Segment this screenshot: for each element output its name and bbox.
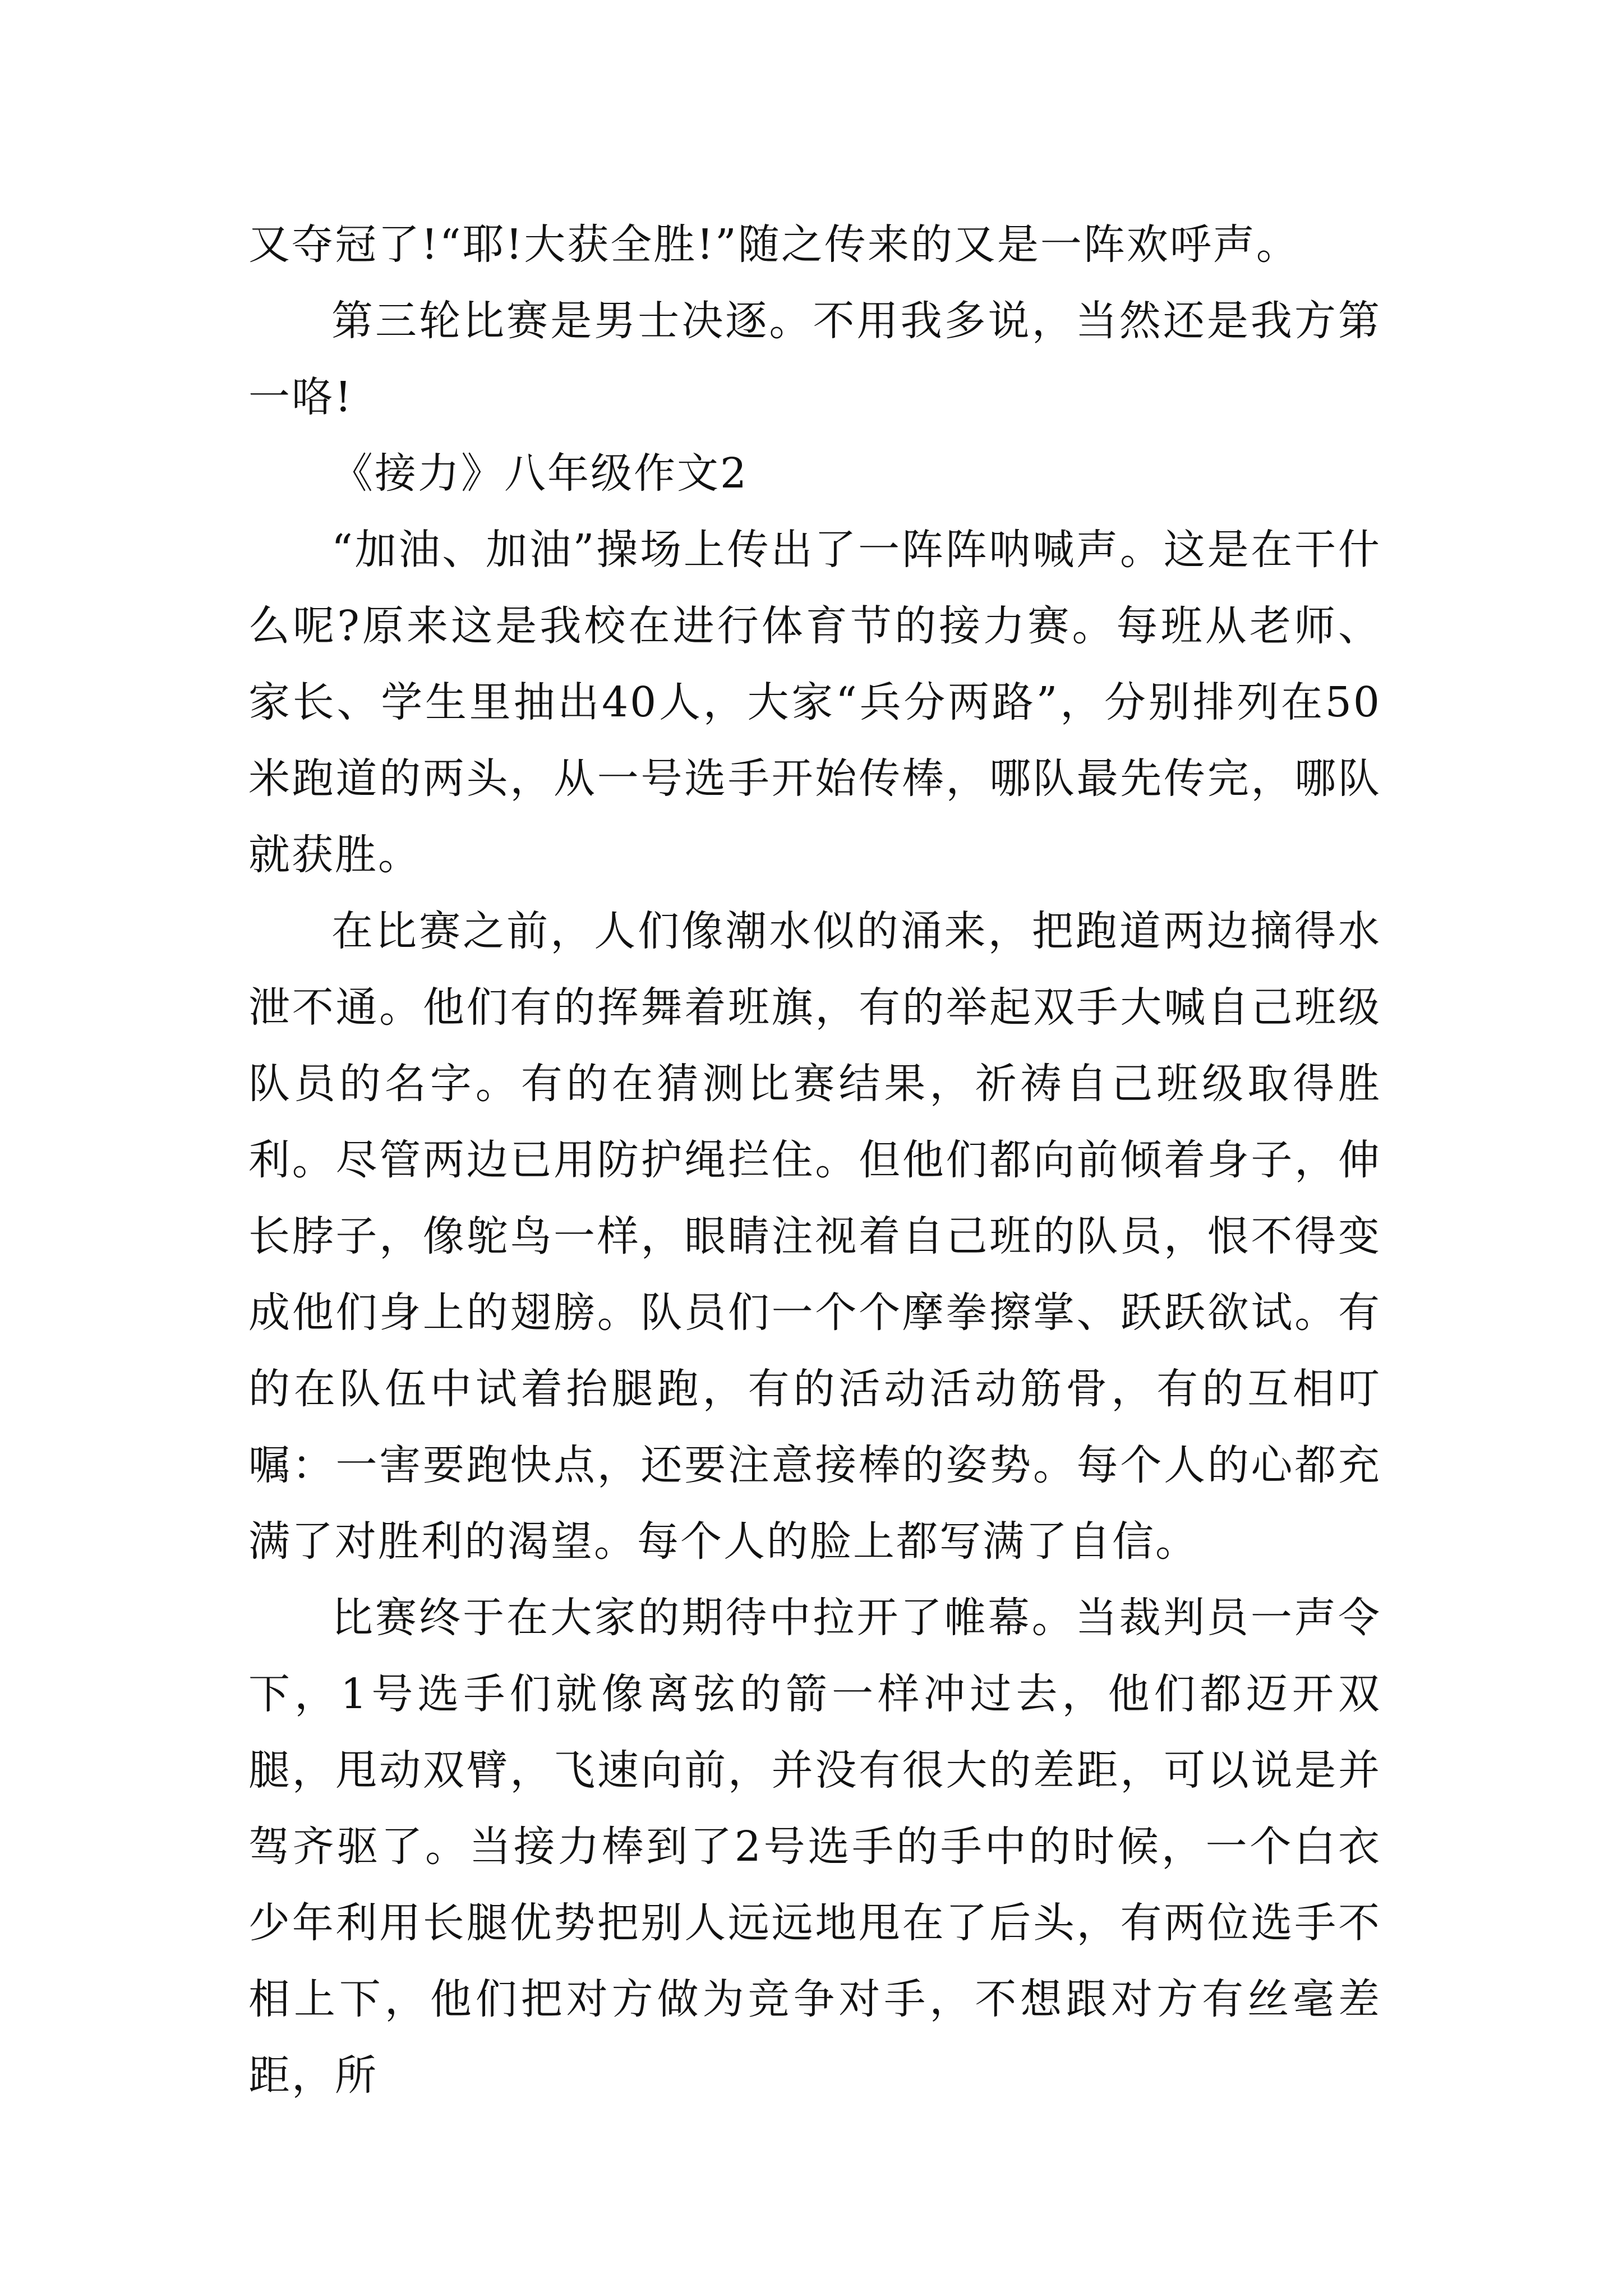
paragraph: 比赛终于在大家的期待中拉开了帷幕。当裁判员一声令下，1号选手们就像离弦的箭一样冲过去，他们都迈开双腿，甩动双臂，飞速向前，并没有很大的差距，可以说是并驾齐驱了。当接力棒到了2号选手的手中的时候，一个白衣少年利用长腿优势把别人远远地甩在了后头，有两位选手不相上下，他们把对方做为竞争对手，不想跟对方有丝毫差距，所	[248, 1594, 1381, 2100]
paragraph: “加油、加油”操场上传出了一阵阵呐喊声。这是在干什么呢?原来这是我校在进行体育节的接力赛。每班从老师、家长、学生里抽出40人，大家“兵分两路”，分别排列在50米跑道的两头，从一号选手开始传棒，哪队最先传完，哪队就获胜。	[248, 526, 1381, 879]
paragraph: 在比赛之前，人们像潮水似的涌来，把跑道两边摘得水泄不通。他们有的挥舞着班旗，有的举起双手大喊自己班级队员的名字。有的在猜测比赛结果，祈祷自己班级取得胜利。尽管两边已用防护绳拦住。但他们都向前倾着身子，伸长脖子，像鸵鸟一样，眼睛注视着自己班的队员，恨不得变成他们身上的翅膀。队员们一个个摩拳擦掌、跃跃欲试。有的在队伍中试着抬腿跑，有的活动活动筋骨，有的互相叮嘱：一害要跑快点，还要注意接棒的姿势。每个人的心都充满了对胜利的渴望。每个人的脸上都写满了自信。	[248, 907, 1381, 1566]
essay-title: 《接力》八年级作文2	[331, 449, 749, 498]
paragraph-continued: 又夺冠了!“耶!大获全胜!”随之传来的又是一阵欢呼声。	[248, 220, 1299, 269]
paragraph: 第三轮比赛是男士决逐。不用我多说，当然还是我方第一咯!	[248, 297, 1381, 421]
document-body	[248, 206, 1381, 2114]
